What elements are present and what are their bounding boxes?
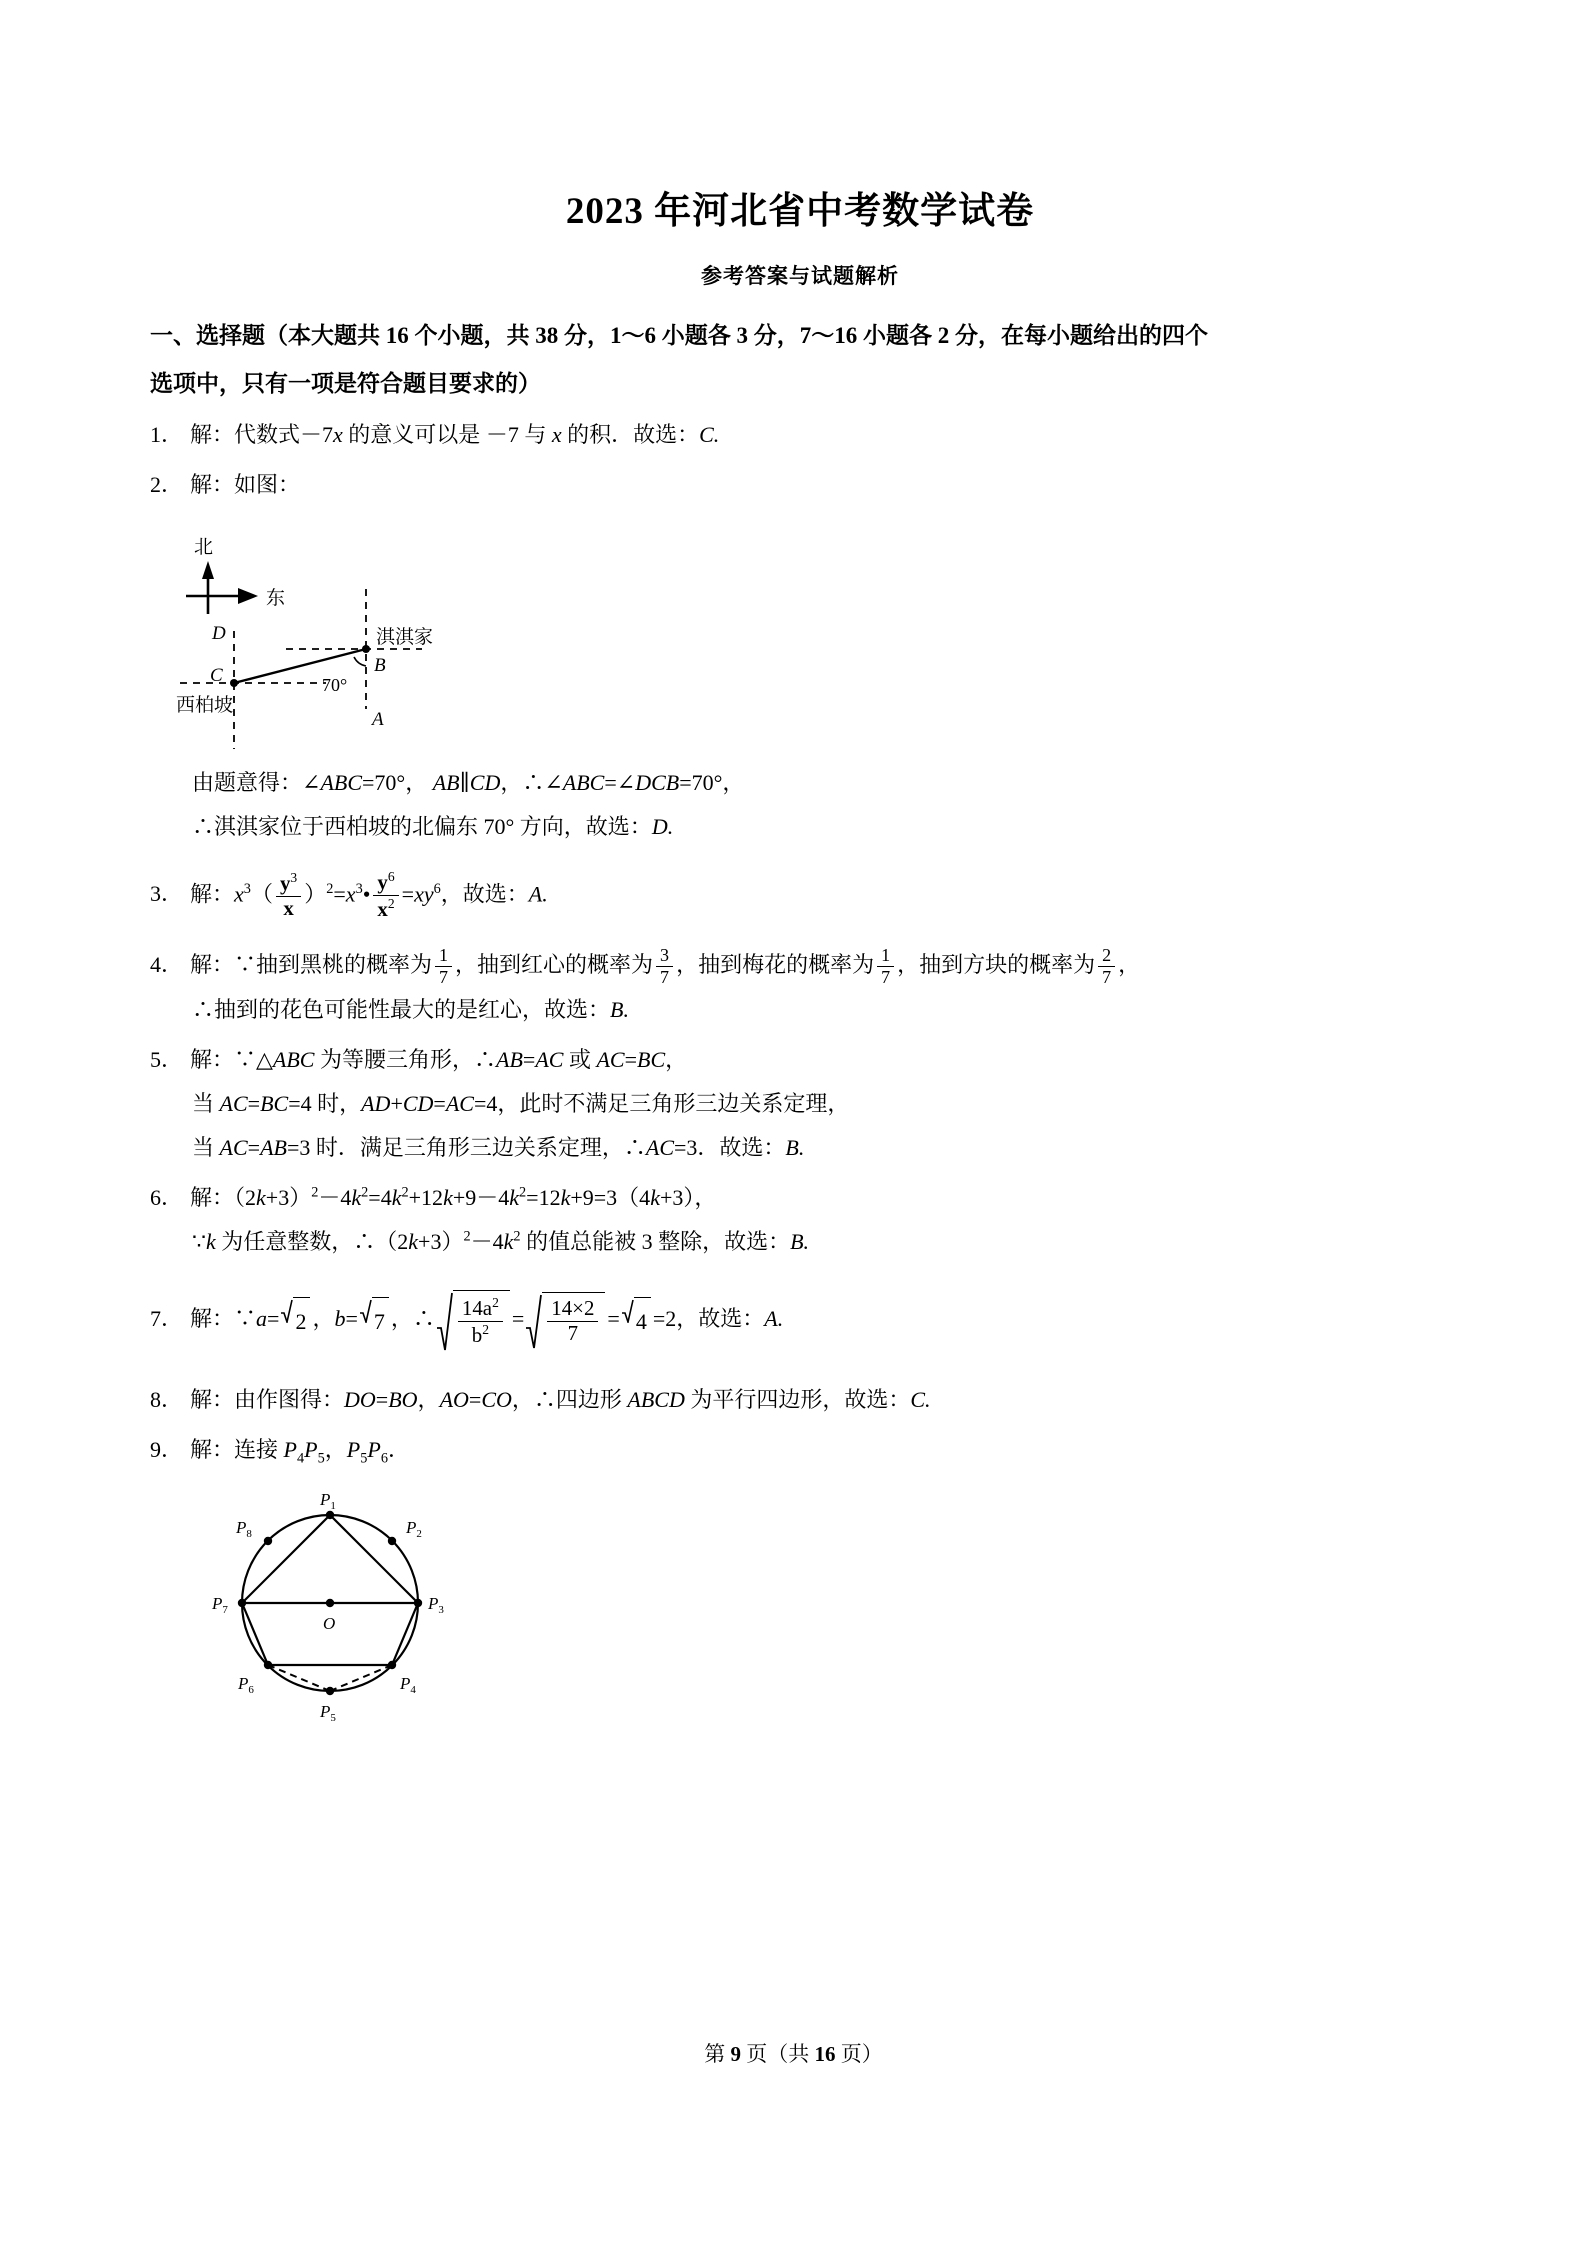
label-D: D [212, 622, 226, 644]
footer-mid: 页（共 [741, 2042, 815, 2066]
q3-exp-3: 3 [243, 880, 251, 897]
question-2-reason-line-2 [150, 805, 1450, 849]
q7-frac1-num-text: 14a [461, 1295, 493, 1320]
radical-sign-icon [281, 1297, 293, 1323]
question-1-text-a: 解：代数式 [190, 421, 301, 447]
q8-abcd: ABCD [627, 1386, 685, 1412]
q5-l1-bc: BC [637, 1046, 666, 1072]
q7-frac1-wrap [453, 1290, 510, 1352]
q6-l1-f: +9－4 [452, 1184, 510, 1210]
question-1-answer: C. [699, 421, 720, 447]
q5-l2-bc: BC [260, 1090, 289, 1116]
question-1 [150, 407, 1450, 457]
q4-line2: ∴抽到的花色可能性最大的是红心，故选： [192, 996, 611, 1022]
q6-l2-a: ∵ [192, 1228, 206, 1254]
q5-l2-e: =4，此时不满足三角形三边关系定理， [473, 1090, 850, 1116]
q6-l1-e: +12 [408, 1184, 444, 1210]
label-p2: $P_2$ [406, 1517, 422, 1540]
q9-p4: P [283, 1436, 297, 1462]
q9-comma: ， [324, 1436, 347, 1462]
q2-l1-d: =∠ [604, 769, 636, 795]
q2-l1-b: =70°， [362, 769, 428, 795]
question-1-expr-a: －7x [300, 421, 343, 447]
question-9-line [150, 1428, 1450, 1473]
east-arrowhead-icon [238, 588, 258, 604]
q7-sqrt-7 [360, 1297, 389, 1344]
question-6-line-1 [150, 1176, 1450, 1220]
point-p7-dot [238, 1599, 246, 1607]
q5-l2-d: = [433, 1090, 446, 1116]
q5-l2-b: = [247, 1090, 261, 1116]
q8-b: = [375, 1386, 389, 1412]
q2-l2-a: ∴淇淇家位于西柏坡的北偏东 70° 方向，故选： [192, 813, 652, 839]
q7-eq3: = [511, 1305, 525, 1331]
question-9 [150, 1422, 1450, 1725]
question-5-line-1 [150, 1038, 1450, 1082]
q6-l1-k7: k [650, 1184, 660, 1210]
q8-co: CO [481, 1386, 512, 1412]
question-1-expr-b: －7 [485, 421, 519, 447]
q9-p5b-sub: 5 [360, 1450, 368, 1467]
point-p8-dot [264, 1537, 272, 1545]
q6-l1-d: =4 [368, 1184, 392, 1210]
section-heading [150, 290, 1450, 406]
question-5-number: 5． [150, 1046, 184, 1072]
q3-frac2-num-exp: 6 [387, 868, 395, 884]
q6-l1-c: －4 [318, 1184, 352, 1210]
question-4-line-1 [150, 943, 1450, 987]
q5-l3-ab: AB [260, 1134, 287, 1160]
q5-l1-b: 为等腰三角形，∴ [314, 1046, 496, 1072]
q4-answer: B. [610, 996, 629, 1022]
label-qiqi-home: 淇淇家 [376, 626, 434, 648]
q6-l1-k6: k [560, 1184, 571, 1210]
q7-frac1-num [458, 1296, 503, 1322]
compass-direction-figure [150, 507, 1450, 761]
q5-answer: B. [785, 1134, 805, 1160]
q8-c: ， [417, 1386, 440, 1412]
q7-sqrt-2 [281, 1297, 310, 1344]
q5-l2-a: 当 [192, 1090, 220, 1116]
label-p6: $P_6$ [238, 1673, 254, 1696]
q6-l2-sup2: 2 [463, 1228, 471, 1245]
q8-a: 解：由作图得： [190, 1386, 345, 1412]
question-2-text: 解：如图： [190, 471, 301, 497]
question-7 [150, 1264, 1450, 1352]
section-heading-line-2: 选项中，只有一项是符合题目要求的） [150, 370, 541, 396]
question-1-line [150, 413, 1450, 457]
q7-eq2: = [345, 1305, 358, 1331]
q6-l1-g: =12 [526, 1184, 561, 1210]
radical-sign-icon-3 [437, 1290, 453, 1352]
q6-l2-b: 为任意整数，∴（2 [215, 1228, 409, 1254]
question-5-line-3 [150, 1126, 1450, 1170]
point-p6-dot [264, 1661, 272, 1669]
q3-suffix: ，故选： [440, 881, 529, 907]
q4-t5: ， [1118, 952, 1141, 978]
label-center-o: O [323, 1613, 336, 1633]
radical-sign-icon-2 [360, 1297, 372, 1323]
q4-fraction-2 [656, 946, 673, 987]
q8-do: DO [344, 1386, 376, 1412]
q3-exp-3b: 3 [355, 880, 363, 897]
q7-sqrt-4 [622, 1297, 651, 1344]
point-p2-dot [388, 1537, 396, 1545]
label-xibaipo: 西柏坡 [176, 694, 234, 716]
q3-x-base-2: x [345, 881, 356, 907]
q5-l2-cd: CD [402, 1090, 434, 1116]
question-2-reason-line-1 [150, 761, 1450, 805]
q6-answer: B. [790, 1228, 810, 1254]
q8-e: ，∴四边形 [511, 1386, 628, 1412]
q3-paren-open: （ [250, 881, 273, 907]
q6-l2-sup2b: 2 [513, 1228, 521, 1245]
q7-rad2-radicand: 2 [293, 1297, 310, 1344]
q7-eq5: =2，故选： [652, 1305, 765, 1331]
question-6 [150, 1170, 1450, 1264]
circle-octagon-figure [150, 1473, 1450, 1725]
question-1-variable-x: x [551, 421, 562, 447]
q2-l1-a: 由题意得：∠ [192, 769, 321, 795]
question-3-number: 3． [150, 881, 184, 907]
q5-l1-c: = [522, 1046, 536, 1072]
north-arrowhead-icon [202, 561, 214, 579]
label-p4: $P_4$ [400, 1673, 416, 1696]
question-8-line [150, 1378, 1450, 1422]
q6-l1-k2: k [351, 1184, 362, 1210]
q7-rad7-radicand: 7 [372, 1297, 389, 1344]
q8-bo: BO [388, 1386, 418, 1412]
question-1-text-d: 的积．故选： [567, 421, 700, 447]
q7-answer: A. [764, 1305, 784, 1331]
q6-l1-sup2: 2 [311, 1184, 319, 1201]
q6-l1-k1: k [256, 1184, 266, 1210]
q5-l2-ad: AD [361, 1090, 391, 1116]
q7-sqrt-frac-2 [526, 1292, 605, 1350]
q6-l1-k3: k [391, 1184, 402, 1210]
q7-sqrt-frac-1 [437, 1290, 510, 1352]
footer-total-pages: 16 [814, 2042, 836, 2066]
q3-paren-close: ） [304, 881, 327, 907]
question-4-number: 4． [150, 952, 184, 978]
center-o-dot [326, 1599, 334, 1607]
q5-l2-c: =4 时， [288, 1090, 362, 1116]
question-7-line [150, 1290, 1450, 1352]
point-p4-dot [388, 1661, 396, 1669]
q2-l1-dcb: DCB [635, 769, 680, 795]
q7-fraction-2 [547, 1295, 598, 1345]
question-4-line-2 [150, 988, 1450, 1032]
label-B: B [374, 654, 386, 676]
q5-l2-ac: AC [219, 1090, 248, 1116]
q7-frac1-den-text: b [471, 1322, 483, 1347]
q3-eq-2: = [401, 881, 415, 907]
footer-page-number: 9 [730, 2042, 741, 2066]
q5-l1-ab: AB [496, 1046, 523, 1072]
q3-frac1-num-exp: 3 [290, 869, 298, 885]
q4-frac4-num: 2 [1098, 946, 1115, 967]
page-content [150, 0, 1450, 1725]
q8-f: 为平行四边形，故选： [684, 1386, 911, 1412]
q9-period: ． [387, 1436, 410, 1462]
point-p1-dot [326, 1511, 334, 1519]
q4-frac2-num: 3 [656, 946, 673, 967]
question-5 [150, 1032, 1450, 1170]
q9-a: 解：连接 [190, 1436, 284, 1462]
q4-fraction-4 [1098, 946, 1115, 987]
q7-a-var: a [256, 1305, 268, 1331]
question-1-text-c: 与 [524, 421, 547, 447]
q2-l1-abc2: ABC [562, 769, 605, 795]
q9-p5b: P [346, 1436, 361, 1462]
q4-t3: ，抽到梅花的概率为 [676, 952, 875, 978]
q5-l1-e: = [624, 1046, 637, 1072]
question-2 [150, 457, 1450, 849]
question-6-line-2 [150, 1220, 1450, 1264]
q3-frac2-denominator: $x^2$ [377, 895, 395, 921]
q8-ao: AO [439, 1386, 469, 1412]
q6-l2-k3: k [503, 1228, 514, 1254]
east-label: 东 [266, 587, 286, 609]
question-3-line [150, 868, 1450, 922]
q6-l2-k2: k [408, 1228, 419, 1254]
q6-l2-e: 的值总能被 3 整除，故选： [520, 1228, 791, 1254]
q4-frac1-num: 1 [435, 946, 452, 967]
q3-eq-1: = [333, 881, 346, 907]
q3-dot: • [362, 881, 371, 907]
q9-p6-sub: 6 [380, 1450, 388, 1467]
q3-fraction-1 [276, 871, 301, 920]
q5-l1-ac2: AC [596, 1046, 625, 1072]
page-footer [0, 2038, 1587, 2068]
q7-frac2-den: 7 [567, 1320, 579, 1345]
q5-l3-b: = [247, 1134, 261, 1160]
q2-l1-abc: ABC [320, 769, 362, 795]
q7-fraction-1 [458, 1296, 503, 1347]
q5-l2-ac2: AC [445, 1090, 474, 1116]
q2-l1-ab: AB [432, 769, 460, 795]
q4-fraction-3 [877, 946, 894, 987]
q4-frac1-den: 7 [439, 966, 449, 987]
point-p3-dot [414, 1599, 422, 1607]
question-5-line-2 [150, 1082, 1450, 1126]
page-subtitle: 参考答案与试题解析 [701, 264, 899, 289]
question-2-line [150, 463, 1450, 507]
q4-frac3-den: 7 [881, 966, 891, 987]
q3-x-base: x [234, 881, 244, 907]
q5-l1-a: 解：∵△ [190, 1046, 273, 1072]
q3-frac1-denominator: x [283, 895, 294, 920]
q3-fraction-2 [373, 870, 398, 921]
q2-l1-par: ∥ [459, 769, 470, 795]
q3-result-exp: 6 [433, 880, 441, 897]
compass-diagram-svg [150, 511, 570, 761]
q6-l1-a: 解：（2 [190, 1184, 257, 1210]
q4-t4: ，抽到方块的概率为 [897, 952, 1096, 978]
q3-frac2-numerator: $y^6$ [373, 870, 398, 896]
compass-axes [186, 571, 246, 614]
q3-frac1-numerator: $y^3$ [276, 871, 301, 897]
question-2-number: 2． [150, 471, 184, 497]
q2-l2-answer: D. [651, 813, 674, 839]
q7-b-var: b [334, 1305, 346, 1331]
footer-prefix: 第 [704, 2042, 731, 2066]
q5-l1-abc: ABC [272, 1046, 315, 1072]
q7-eq1: = [267, 1305, 280, 1331]
q5-l1-ac: AC [535, 1046, 564, 1072]
label-p1: $P_1$ [320, 1489, 336, 1512]
q6-l1-b: +3） [265, 1184, 312, 1210]
q4-frac2-den: 7 [660, 966, 670, 987]
q5-l2-plus: + [390, 1090, 403, 1116]
question-7-number: 7． [150, 1305, 184, 1331]
q4-frac3-num: 1 [877, 946, 894, 967]
q5-l3-ac: AC [219, 1134, 248, 1160]
q6-l1-sup2c: 2 [401, 1184, 409, 1201]
question-9-number: 9． [150, 1436, 184, 1462]
q4-fraction-1 [435, 946, 452, 987]
label-p3: $P_3$ [428, 1593, 444, 1616]
point-b-dot [362, 645, 370, 653]
angle-arc-70 [354, 657, 366, 666]
q9-p4-sub: 4 [296, 1450, 305, 1467]
q7-frac1-num-exp: 2 [492, 1294, 499, 1310]
question-8 [150, 1352, 1450, 1422]
label-A: A [372, 708, 384, 730]
q7-comma2: ，∴ [390, 1305, 435, 1331]
q6-l1-sup2b: 2 [361, 1184, 369, 1201]
q3-prefix: 解： [190, 881, 235, 907]
q7-rad4-radicand: 4 [634, 1297, 651, 1344]
q4-frac4-den: 7 [1102, 966, 1112, 987]
question-4 [150, 921, 1450, 1031]
radical-sign-icon-4 [526, 1292, 542, 1350]
q6-l1-h: +9=3（4 [570, 1184, 651, 1210]
q6-l1-sup2d: 2 [519, 1184, 527, 1201]
question-1-text-b: 的意义可以是 [348, 421, 481, 447]
q2-l1-cd: CD [469, 769, 501, 795]
q6-l2-d: －4 [470, 1228, 504, 1254]
q6-l1-k5: k [509, 1184, 520, 1210]
label-p7: $P_7$ [212, 1593, 228, 1616]
q3-result: xy [414, 881, 434, 907]
q6-l2-k: k [206, 1228, 216, 1254]
question-1-number: 1． [150, 421, 184, 447]
q9-p5-sub: 5 [317, 1450, 325, 1467]
q2-l1-e: =70°， [679, 769, 745, 795]
label-C: C [210, 664, 223, 686]
label-p5: $P_5$ [320, 1701, 336, 1724]
point-c-dot [230, 679, 238, 687]
label-angle-70: 70° [322, 674, 348, 695]
q6-l1-k4: k [443, 1184, 453, 1210]
q5-l3-ac2: AC [645, 1134, 674, 1160]
q7-prefix: 解：∵ [190, 1305, 257, 1331]
q7-frac2-wrap [542, 1292, 605, 1350]
q8-answer: C. [910, 1386, 931, 1412]
q4-prefix: 解：∵抽到黑桃的概率为 [190, 952, 433, 978]
q5-l1-f: ， [665, 1046, 688, 1072]
circle-diagram-svg [180, 1485, 480, 1725]
q9-p6: P [367, 1436, 381, 1462]
q9-p5: P [304, 1436, 318, 1462]
q2-l1-c: ，∴∠ [500, 769, 563, 795]
q7-frac2-num: 14×2 [547, 1298, 598, 1322]
q5-l1-d: 或 [563, 1046, 597, 1072]
section-heading-line-1: 一、选择题（本大题共 16 个小题，共 38 分，1～6 小题各 3 分，7～16 小题各 2 分，在每小题给出的四个 [150, 323, 1208, 349]
q7-eq4: = [607, 1305, 620, 1331]
question-3 [150, 849, 1450, 922]
q4-t2: ，抽到红心的概率为 [455, 952, 654, 978]
q6-l2-c: +3） [418, 1228, 464, 1254]
q5-l3-d: =3．故选： [674, 1134, 786, 1160]
q6-l1-i: +3）， [659, 1184, 717, 1210]
north-label: 北 [194, 536, 214, 558]
q7-frac1-den [468, 1322, 493, 1347]
q3-exp-2: 2 [326, 880, 334, 897]
q5-l3-c: =3 时．满足三角形三边关系定理，∴ [286, 1134, 646, 1160]
question-6-number: 6． [150, 1184, 184, 1210]
q8-d: = [468, 1386, 482, 1412]
point-p5-dot [326, 1687, 334, 1695]
q7-comma1: ， [312, 1305, 335, 1331]
question-8-number: 8． [150, 1386, 184, 1412]
q3-frac2-den-exp: 2 [387, 895, 395, 911]
q7-frac1-den-exp: 2 [482, 1321, 489, 1337]
q3-answer: A. [528, 881, 548, 907]
label-p8: $P_8$ [236, 1517, 252, 1540]
radical-sign-icon-5 [622, 1297, 634, 1323]
q5-l3-a: 当 [192, 1134, 220, 1160]
page-title: 2023 年河北省中考数学试卷 [565, 191, 1035, 232]
footer-suffix: 页） [835, 2042, 883, 2066]
